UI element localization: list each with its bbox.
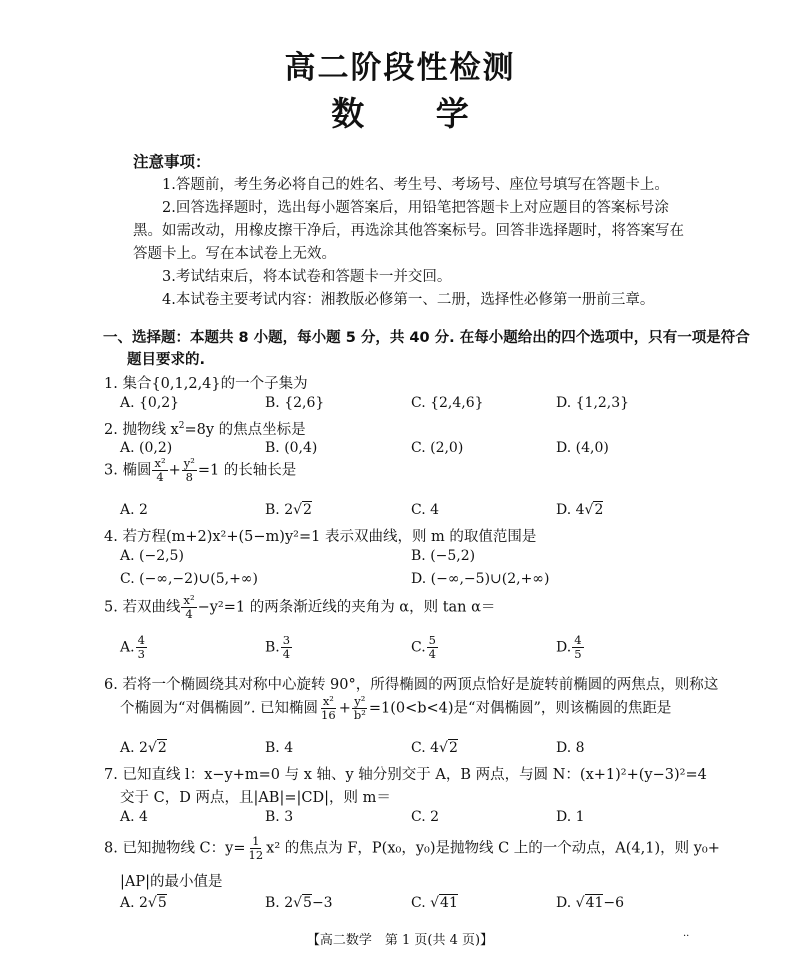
page-footer: 【高二数学 第 1 页(共 4 页)】 bbox=[306, 933, 494, 948]
notice-line-3: 黑。如需改动，用橡皮擦干净后，再选涂其他答案标号。回答非选择题时，将答案写在 bbox=[133, 223, 684, 239]
section-heading-line-1: 一、选择题：本题共 8 小题，每小题 5 分，共 40 分. 在每小题给出的四个选项中，只有一项是符合 bbox=[103, 330, 750, 346]
question-2-option-d: D. (4,0) bbox=[556, 440, 609, 456]
question-3-option-c: C. 4 bbox=[411, 502, 440, 518]
fraction: $\frac{\text{y²}}{\text{b²}}$ bbox=[353, 694, 366, 723]
footer-mark: ·· bbox=[683, 931, 690, 942]
question-3-option-a: A. 2 bbox=[120, 502, 148, 518]
question-6-option-c: C. 4√2 bbox=[411, 740, 458, 756]
fraction: $\frac{\text{y²}}{8}$ bbox=[183, 456, 195, 485]
subject-char-1: 数 bbox=[331, 94, 365, 133]
question-5-option-d: D. $\frac{4}{5}$ bbox=[556, 633, 582, 662]
question-6-option-a: A. 2√2 bbox=[120, 740, 167, 756]
subject-title bbox=[0, 88, 800, 135]
question-7-option-d: D. 1 bbox=[556, 809, 585, 825]
question-7-option-b: B. 3 bbox=[265, 809, 294, 825]
question-8-option-c: C. √41 bbox=[411, 895, 458, 911]
question-5-stem: 5. 若双曲线 $\frac{\text{x²}}{4}$ −y²=1 的两条渐近线的夹角为 α，则 tan α＝ bbox=[104, 593, 496, 622]
notice-heading: 注意事项： bbox=[133, 153, 211, 171]
question-5-option-c: C. $\frac{5}{4}$ bbox=[411, 633, 436, 662]
question-5-option-b: B. $\frac{3}{4}$ bbox=[265, 633, 291, 662]
question-5-option-a: A. $\frac{4}{3}$ bbox=[120, 633, 145, 662]
question-1-stem: 1. 集合{0,1,2,4}的一个子集为 bbox=[104, 376, 308, 392]
notice-line-5: 3.考试结束后，将本试卷和答题卡一并交回。 bbox=[162, 269, 452, 285]
question-6-option-b: B. 4 bbox=[265, 740, 294, 756]
question-2-option-b: B. (0,4) bbox=[265, 440, 318, 456]
question-6-line-1: 6. 若将一个椭圆绕其对称中心旋转 90°，所得椭圆的两顶点恰好是旋转前椭圆的两焦点，则称这 bbox=[104, 677, 719, 693]
question-1-option-b: B. {2,6} bbox=[265, 395, 325, 411]
question-3-stem: 3. 椭圆 $\frac{\text{x²}}{4}$ + $\frac{\text{y²}}{8}$ =1 的长轴长是 bbox=[104, 456, 297, 485]
question-8-line-1: 8. 已知抛物线 C：y= $\frac{1}{12}$ x² 的焦点为 F，P(x₀，y₀)是抛物线 C 上的一个动点，A(4,1)，则 y₀+ bbox=[104, 834, 720, 863]
question-8-line-2: |AP|的最小值是 bbox=[120, 874, 223, 890]
question-8-option-b: B. 2√5−3 bbox=[265, 895, 333, 911]
subject-char-2: 学 bbox=[435, 94, 469, 133]
question-2-option-a: A. (0,2) bbox=[120, 440, 173, 456]
question-6-line-2: 个椭圆为“对偶椭圆”. 已知椭圆 $\frac{\text{x²}}{16}$ + $\frac{\text{y²}}{\text{b²}}$ =1(0<b<4)是“对偶椭圆”，则该椭圆的焦距是 bbox=[120, 694, 672, 723]
question-7-line-2: 交于 C，D 两点，且|AB|=|CD|，则 m＝ bbox=[120, 790, 391, 806]
question-7-line-1: 7. 已知直线 l：x−y+m=0 与 x 轴、y 轴分别交于 A，B 两点，与圆 N：(x+1)²+(y−3)²=4 bbox=[104, 767, 707, 783]
fraction: $\frac{\text{x²}}{4}$ bbox=[154, 456, 166, 485]
question-2-option-c: C. (2,0) bbox=[411, 440, 464, 456]
question-4-option-d: D. (−∞,−5)∪(2,+∞) bbox=[411, 571, 550, 587]
question-2-stem: 2. 抛物线 $x^2=8y$ 的焦点坐标是 bbox=[104, 421, 306, 438]
question-6-option-d: D. 8 bbox=[556, 740, 585, 756]
notice-line-4: 答题卡上。写在本试卷上无效。 bbox=[133, 246, 336, 262]
fraction: $\frac{\text{x²}}{16}$ bbox=[321, 694, 336, 723]
question-4-option-b: B. (−5,2) bbox=[411, 548, 476, 564]
question-1-option-c: C. {2,4,6} bbox=[411, 395, 484, 411]
section-heading-line-2: 题目要求的. bbox=[127, 352, 206, 368]
question-4-stem: 4. 若方程(m+2)x²+(5−m)y²=1 表示双曲线，则 m 的取值范围是 bbox=[104, 529, 537, 545]
question-4-option-c: C. (−∞,−2)∪(5,+∞) bbox=[120, 571, 258, 587]
question-3-option-b: B. 2√2 bbox=[265, 502, 312, 518]
question-7-option-c: C. 2 bbox=[411, 809, 440, 825]
notice-line-1: 1.答题前，考生务必将自己的姓名、考生号、考场号、座位号填写在答题卡上。 bbox=[162, 177, 669, 193]
question-8-option-a: A. 2√5 bbox=[120, 895, 167, 911]
notice-line-2: 2.回答选择题时，选出每小题答案后，用铅笔把答题卡上对应题目的答案标号涂 bbox=[162, 200, 669, 216]
question-3-option-d: D. 4√2 bbox=[556, 502, 604, 518]
notice-line-6: 4.本试卷主要考试内容：湘教版必修第一、二册，选择性必修第一册前三章。 bbox=[162, 292, 655, 308]
question-8-option-d: D. √41−6 bbox=[556, 895, 625, 911]
question-1-option-d: D. {1,2,3} bbox=[556, 395, 630, 411]
fraction: $\frac{\text{x²}}{4}$ bbox=[183, 593, 195, 622]
question-7-option-a: A. 4 bbox=[120, 809, 148, 825]
question-4-option-a: A. (−2,5) bbox=[120, 548, 184, 564]
question-1-option-a: A. {0,2} bbox=[120, 395, 180, 411]
fraction: $\frac{1}{12}$ bbox=[248, 834, 264, 863]
exam-title: 高二阶段性检测 bbox=[284, 50, 516, 86]
